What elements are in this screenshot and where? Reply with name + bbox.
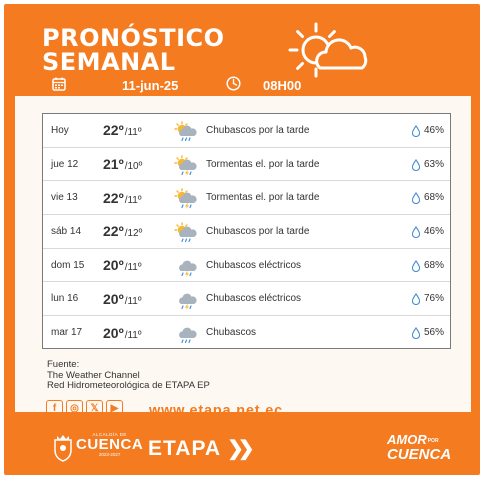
temp-low: /11º <box>124 295 142 307</box>
forecast-row <box>43 181 450 215</box>
temperature <box>103 223 142 239</box>
raindrop-icon <box>412 125 420 137</box>
cuenca-crest-icon <box>52 434 74 462</box>
raindrop-icon <box>412 327 420 339</box>
temperature <box>103 122 142 138</box>
source-line-1: The Weather Channel <box>47 369 140 381</box>
temp-high: 21º <box>103 156 124 173</box>
raindrop-icon <box>412 159 420 171</box>
etapa-logo <box>148 436 249 461</box>
condition-text: Tormentas el. por la tarde <box>206 158 320 170</box>
temperature <box>103 257 142 273</box>
rain-probability: 56% <box>424 327 445 339</box>
day-label: dom 15 <box>51 259 85 271</box>
day-label: Hoy <box>51 124 69 136</box>
calendar-icon <box>52 77 66 94</box>
temp-low: /12º <box>124 228 143 240</box>
source-label: Fuente: <box>47 359 80 370</box>
content-panel <box>15 96 471 419</box>
temperature <box>103 291 142 307</box>
title-line-1: PRONÓSTICO <box>42 24 225 52</box>
raindrop-icon <box>412 226 420 238</box>
temperature <box>103 325 142 341</box>
date-block <box>52 75 74 95</box>
temp-high: 22º <box>103 223 124 240</box>
condition-text: Chubascos por la tarde <box>206 225 310 237</box>
temp-high: 22º <box>103 122 124 139</box>
temp-high: 20º <box>103 290 124 307</box>
alcaldia-years: 2023-2027 <box>98 452 121 457</box>
day-label: sáb 14 <box>51 225 82 237</box>
temp-low: /11º <box>124 329 142 341</box>
rain-probability: 68% <box>424 192 445 204</box>
raindrop-icon <box>412 260 420 272</box>
amor-cuenca-text: CUENCA <box>387 445 452 463</box>
raindrop-icon <box>412 293 420 305</box>
cloud-storm-icon <box>173 289 197 309</box>
day-label: vie 13 <box>51 192 78 204</box>
rain-probability: 68% <box>424 259 445 271</box>
youtube-icon[interactable]: ▶ <box>106 400 123 417</box>
temp-low: /11º <box>124 194 142 206</box>
time-text: 08H00 <box>263 77 302 93</box>
day-label: jue 12 <box>51 158 79 170</box>
condition-text: Chubascos eléctricos <box>206 259 302 271</box>
footer <box>4 422 480 475</box>
forecast-card <box>4 4 480 475</box>
source-line-2: Red Hidrometeorológica de ETAPA EP <box>47 380 210 391</box>
temp-low: /11º <box>124 262 142 274</box>
forecast-row <box>43 316 450 350</box>
temperature <box>103 156 142 172</box>
sun-cloud-rain-icon <box>173 121 197 141</box>
date-text: 11-jun-25 <box>122 77 179 93</box>
temp-high: 20º <box>103 324 124 341</box>
temp-low: /10º <box>124 161 143 173</box>
amor-text: AMOR <box>387 432 427 447</box>
forecast-row <box>43 148 450 182</box>
chevrons-icon: ❯❯ <box>227 438 249 460</box>
sun-cloud-storm-icon <box>173 155 197 175</box>
condition-text: Chubascos eléctricos <box>206 293 302 305</box>
temp-high: 22º <box>103 189 124 206</box>
etapa-text: ETAPA <box>148 436 222 460</box>
cloud-rain-icon <box>173 323 197 343</box>
rain-probability: 46% <box>424 124 445 136</box>
time-block <box>226 75 249 95</box>
condition-text: Tormentas el. por la tarde <box>206 192 320 204</box>
cloud-storm-icon <box>173 256 197 276</box>
day-label: mar 17 <box>51 327 83 339</box>
temperature <box>103 190 142 206</box>
social-links <box>46 400 123 417</box>
forecast-row <box>43 114 450 148</box>
sun-cloud-storm-icon <box>173 188 197 208</box>
forecast-row <box>43 249 450 283</box>
day-label: lun 16 <box>51 293 79 305</box>
rain-probability: 76% <box>424 293 445 305</box>
condition-text: Chubascos <box>206 327 257 339</box>
temp-high: 20º <box>103 257 124 274</box>
website-link[interactable]: www.etapa.net.ec <box>149 403 283 419</box>
temp-low: /11º <box>124 127 142 139</box>
title-line-2: SEMANAL <box>42 48 176 76</box>
facebook-icon[interactable]: f <box>46 400 63 417</box>
amor-por-cuenca-logo <box>387 433 451 462</box>
x-icon[interactable]: 𝕏 <box>86 400 103 417</box>
forecast-row <box>43 282 450 316</box>
alcaldia-name: CUENCA <box>76 436 144 453</box>
alcaldia-top: ALCALDÍA DE <box>92 432 127 437</box>
page-title <box>42 26 225 74</box>
rain-probability: 46% <box>424 225 445 237</box>
condition-text: Chubascos por la tarde <box>206 124 310 136</box>
sun-cloud-rain-icon <box>173 222 197 242</box>
amor-por-text: POR <box>427 437 439 444</box>
forecast-table <box>42 113 451 349</box>
alcaldia-logo <box>76 432 143 457</box>
source-block <box>47 360 210 392</box>
raindrop-icon <box>412 192 420 204</box>
forecast-row <box>43 215 450 249</box>
clock-icon <box>226 76 241 94</box>
rain-probability: 63% <box>424 158 445 170</box>
instagram-icon[interactable]: ◎ <box>66 400 83 417</box>
